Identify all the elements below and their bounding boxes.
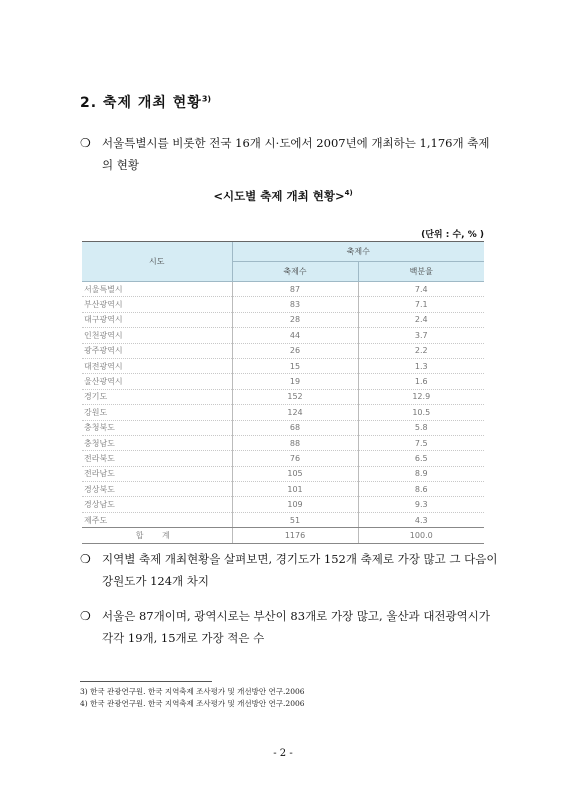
table-total-row bbox=[82, 528, 484, 543]
row-count: 83 bbox=[232, 297, 358, 312]
row-region: 울산광역시 bbox=[82, 374, 232, 389]
header-sido: 시도 bbox=[82, 242, 232, 282]
row-region: 대전광역시 bbox=[82, 358, 232, 373]
footnote: 4) 한국 관광연구원. 한국 지역축제 조사평가 및 개선방안 연구.2006 bbox=[80, 699, 305, 708]
row-percent: 7.4 bbox=[358, 282, 484, 297]
table-row bbox=[82, 466, 484, 481]
bullet-icon: ❍ bbox=[80, 609, 91, 623]
row-count: 105 bbox=[232, 466, 358, 481]
row-percent: 1.3 bbox=[358, 358, 484, 373]
row-percent: 10.5 bbox=[358, 405, 484, 420]
table-row bbox=[82, 497, 484, 512]
table-body bbox=[82, 282, 484, 544]
intro-text: 서울특별시를 비롯한 전국 16개 시·도에서 2007년에 개최하는 1,176개 축제의 현황 bbox=[102, 136, 490, 172]
analysis-text: 지역별 축제 개최현황을 살펴보면, 경기도가 152개 축제로 가장 많고 그 다음이 강원도가 124개 차지 bbox=[102, 552, 498, 588]
row-count: 124 bbox=[232, 405, 358, 420]
table-title-text: <시도별 축제 개최 현황> bbox=[213, 189, 345, 203]
table-row bbox=[82, 343, 484, 358]
row-percent: 5.8 bbox=[358, 420, 484, 435]
row-count: 101 bbox=[232, 482, 358, 497]
heading-footnote-ref: 3) bbox=[201, 94, 212, 104]
analysis-text: 서울은 87개이며, 광역시로는 부산이 83개로 가장 많고, 울산과 대전광역시가 각각 19개, 15개로 가장 적은 수 bbox=[102, 609, 490, 645]
table-row bbox=[82, 482, 484, 497]
row-count: 109 bbox=[232, 497, 358, 512]
row-count: 26 bbox=[232, 343, 358, 358]
total-label: 합 계 bbox=[82, 528, 232, 543]
row-region: 경상북도 bbox=[82, 482, 232, 497]
row-region: 전라북도 bbox=[82, 451, 232, 466]
table-row bbox=[82, 312, 484, 327]
row-count: 51 bbox=[232, 512, 358, 527]
row-percent: 8.6 bbox=[358, 482, 484, 497]
row-region: 부산광역시 bbox=[82, 297, 232, 312]
row-count: 68 bbox=[232, 420, 358, 435]
row-percent: 2.2 bbox=[358, 343, 484, 358]
table-row bbox=[82, 282, 484, 297]
table-row bbox=[82, 389, 484, 404]
table-row bbox=[82, 374, 484, 389]
row-region: 대구광역시 bbox=[82, 312, 232, 327]
row-count: 19 bbox=[232, 374, 358, 389]
analysis-paragraph bbox=[80, 605, 500, 649]
header-group: 축제수 bbox=[232, 242, 484, 262]
row-count: 152 bbox=[232, 389, 358, 404]
row-region: 충청북도 bbox=[82, 420, 232, 435]
festival-stats-table bbox=[82, 242, 484, 544]
table-row bbox=[82, 405, 484, 420]
table-row bbox=[82, 451, 484, 466]
footnote: 3) 한국 관광연구원. 한국 지역축제 조사평가 및 개선방안 연구.2006 bbox=[80, 687, 305, 696]
row-percent: 7.5 bbox=[358, 435, 484, 450]
total-count: 1176 bbox=[232, 528, 358, 543]
table-row bbox=[82, 328, 484, 343]
table-row bbox=[82, 435, 484, 450]
table-row bbox=[82, 358, 484, 373]
row-percent: 4.3 bbox=[358, 512, 484, 527]
total-percent: 100.0 bbox=[358, 528, 484, 543]
table-title bbox=[0, 188, 566, 204]
analysis-paragraph bbox=[80, 548, 500, 592]
page-number: - 2 - bbox=[273, 748, 293, 759]
row-count: 87 bbox=[232, 282, 358, 297]
bullet-icon: ❍ bbox=[80, 552, 91, 566]
row-region: 서울특별시 bbox=[82, 282, 232, 297]
section-heading bbox=[80, 92, 211, 112]
table-row bbox=[82, 512, 484, 527]
row-region: 제주도 bbox=[82, 512, 232, 527]
bullet-icon: ❍ bbox=[80, 136, 91, 150]
row-region: 강원도 bbox=[82, 405, 232, 420]
row-percent: 2.4 bbox=[358, 312, 484, 327]
row-region: 인천광역시 bbox=[82, 328, 232, 343]
header-percent: 백분율 bbox=[358, 262, 484, 282]
row-region: 경기도 bbox=[82, 389, 232, 404]
row-count: 76 bbox=[232, 451, 358, 466]
row-percent: 1.6 bbox=[358, 374, 484, 389]
table-row bbox=[82, 420, 484, 435]
row-region: 경상남도 bbox=[82, 497, 232, 512]
row-percent: 6.5 bbox=[358, 451, 484, 466]
table-row bbox=[82, 297, 484, 312]
header-count: 축제수 bbox=[232, 262, 358, 282]
section-heading-text: 2. 축제 개최 현황 bbox=[80, 95, 202, 111]
row-region: 전라남도 bbox=[82, 466, 232, 481]
row-count: 44 bbox=[232, 328, 358, 343]
row-count: 88 bbox=[232, 435, 358, 450]
row-region: 충청남도 bbox=[82, 435, 232, 450]
table-unit-label: (단위 : 수, % ) bbox=[421, 230, 484, 240]
row-percent: 12.9 bbox=[358, 389, 484, 404]
row-region: 광주광역시 bbox=[82, 343, 232, 358]
row-percent: 8.9 bbox=[358, 466, 484, 481]
footnote-divider bbox=[80, 681, 212, 682]
row-percent: 9.3 bbox=[358, 497, 484, 512]
row-percent: 7.1 bbox=[358, 297, 484, 312]
intro-paragraph bbox=[80, 132, 500, 176]
row-count: 15 bbox=[232, 358, 358, 373]
row-percent: 3.7 bbox=[358, 328, 484, 343]
row-count: 28 bbox=[232, 312, 358, 327]
table-title-footnote-ref: 4) bbox=[344, 189, 353, 198]
